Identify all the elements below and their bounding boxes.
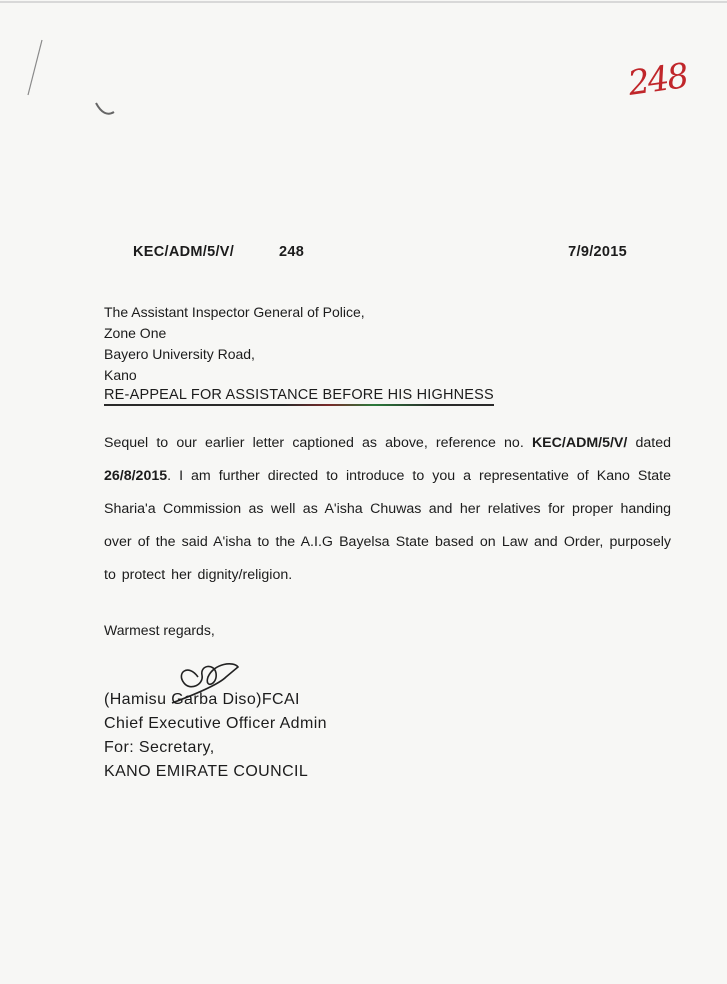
- body-reference-bold: KEC/ADM/5/V/: [531, 435, 628, 451]
- signature-block: [104, 688, 327, 784]
- signatory-for-line: For: Secretary,: [104, 739, 215, 756]
- recipient-line-2: Zone One: [104, 325, 167, 341]
- body-date-bold: 26/8/2015: [104, 468, 168, 484]
- recipient-line-4: Kano: [104, 367, 137, 383]
- body-part-1: Sequel to our earlier letter captioned as above, reference no.: [104, 435, 532, 451]
- signatory-organization: KANO EMIRATE COUNCIL: [104, 763, 309, 780]
- handwritten-reference-note: 248: [625, 56, 690, 104]
- reference-code: KEC/ADM/5/V/: [133, 244, 235, 260]
- letter-subject: RE-APPEAL FOR ASSISTANCE BEFORE HIS HIGHNESS: [104, 387, 494, 406]
- recipient-line-1: The Assistant Inspector General of Police,: [104, 304, 365, 320]
- body-part-2: dated: [627, 435, 671, 451]
- letter-date: 7/9/2015: [568, 244, 627, 260]
- signatory-name: (Hamisu Garba Diso)FCAI: [104, 691, 300, 708]
- letter-body: [104, 427, 671, 592]
- closing-salutation: Warmest regards,: [104, 622, 215, 638]
- body-part-3: . I am further directed to introduce to you a representative of Kano State Sharia'a Commission as well as A'isha Chuwas and her relatives for proper handing over of the said A'isha to the A.I.G Bayelsa State based on Law and Order, purposely to protect her dignity/religion.: [104, 468, 671, 583]
- signatory-title: Chief Executive Officer Admin: [104, 715, 327, 732]
- recipient-address: [104, 302, 365, 386]
- recipient-line-3: Bayero University Road,: [104, 346, 255, 362]
- reference-number: 248: [279, 244, 305, 260]
